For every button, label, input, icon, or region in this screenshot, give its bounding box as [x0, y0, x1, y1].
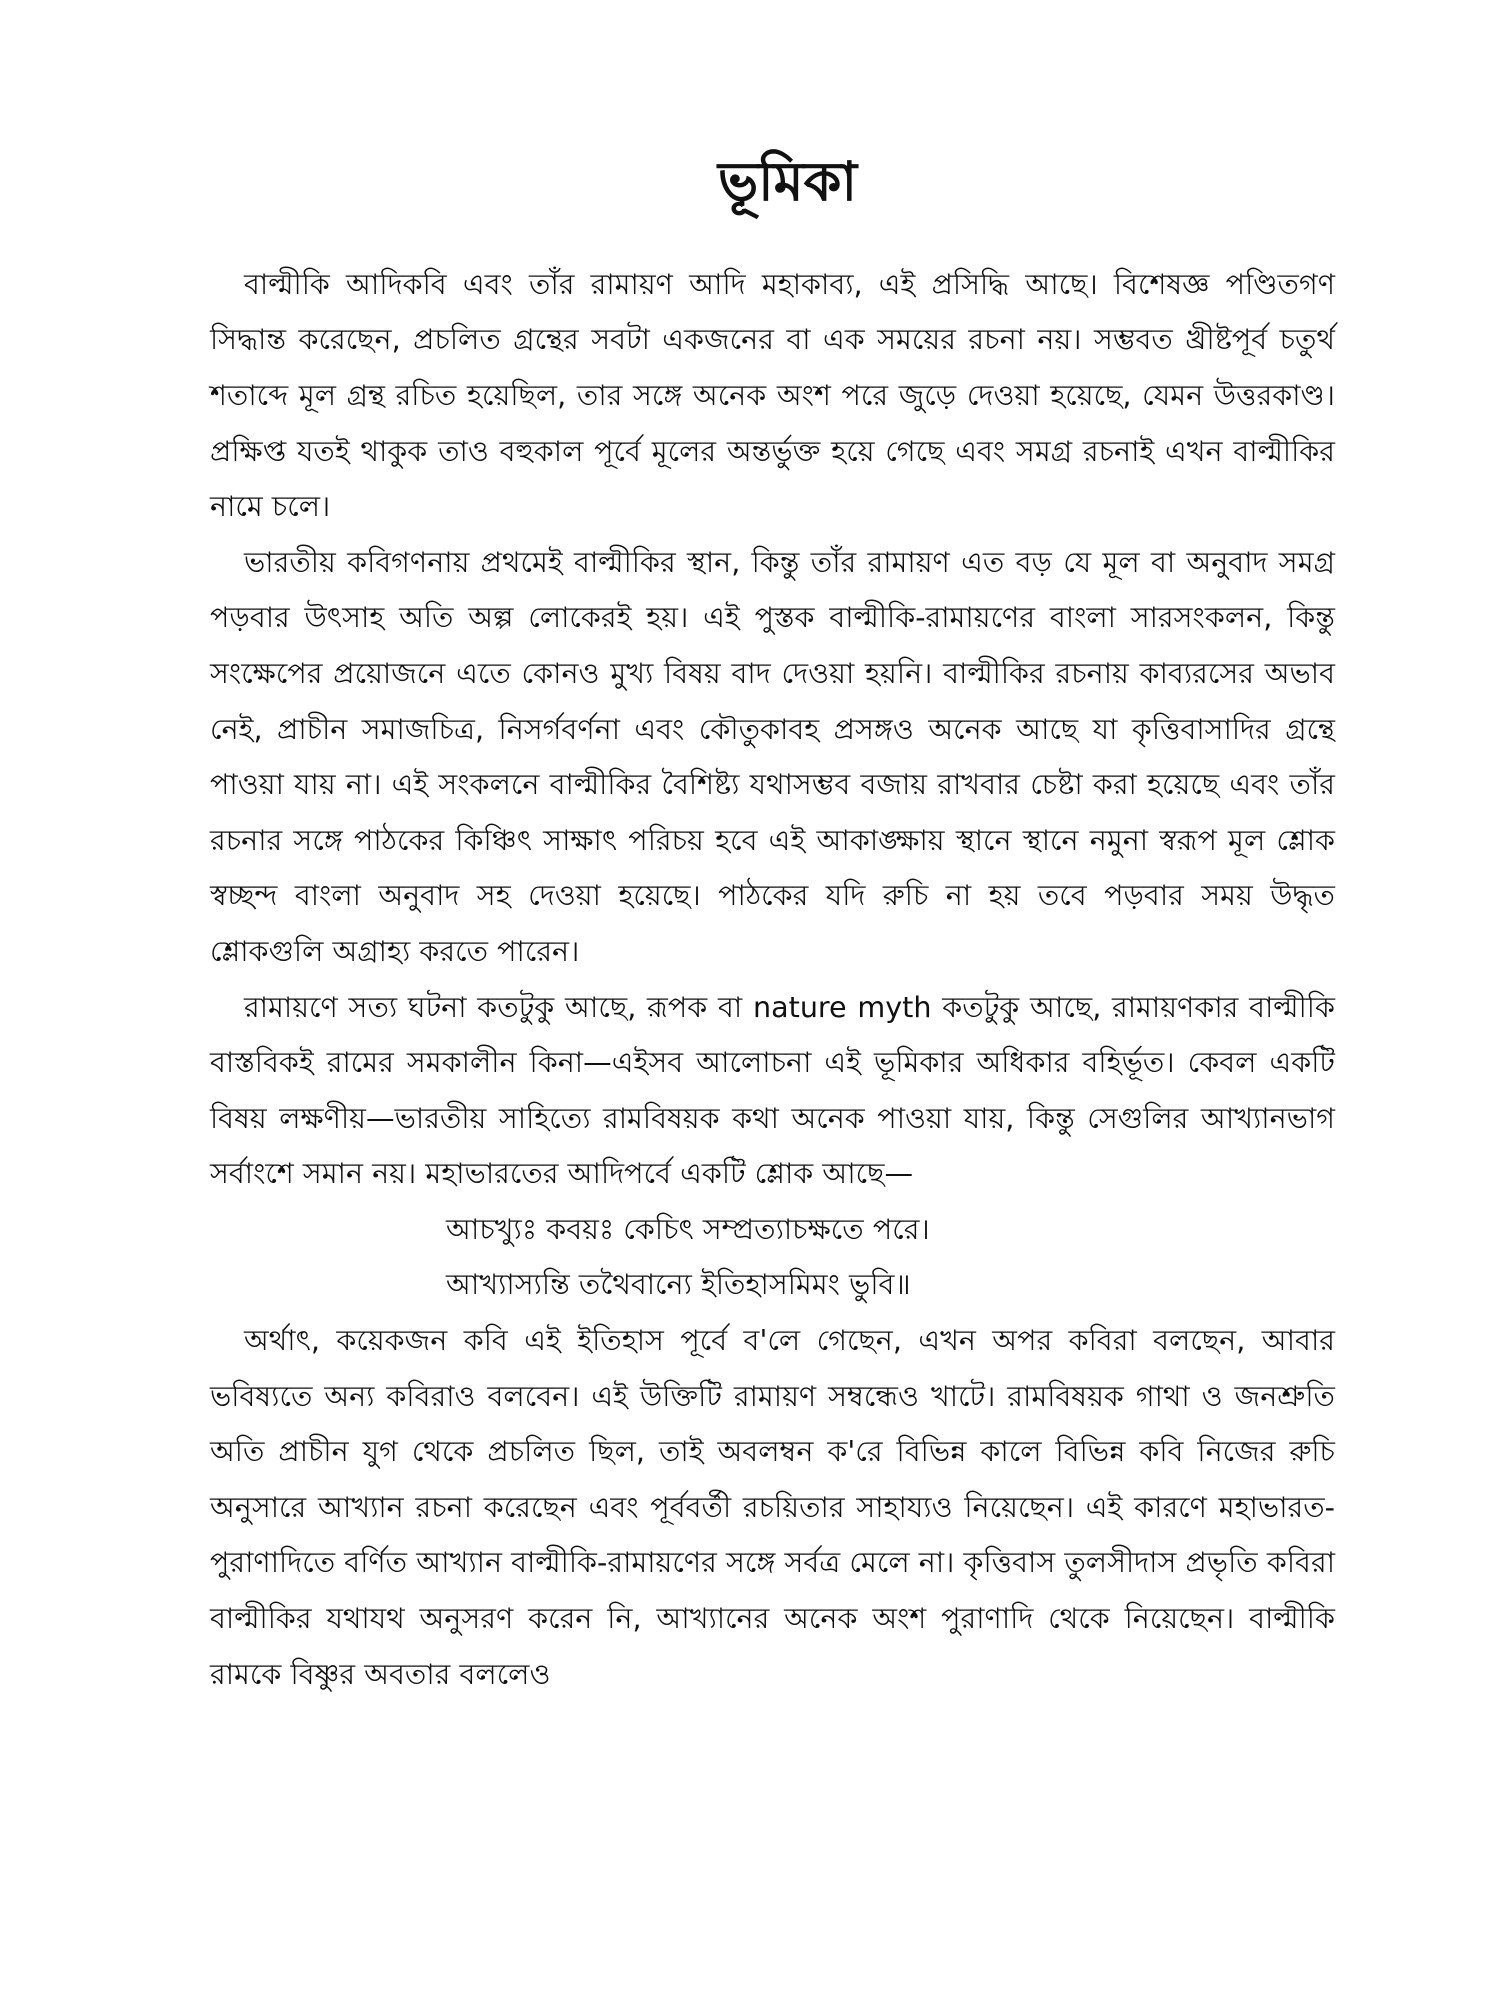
paragraph-intro: বাল্মীকি আদিকবি এবং তাঁর রামায়ণ আদি মহাকাব্য, এই প্রসিদ্ধি আছে। বিশেষজ্ঞ পণ্ডিতগণ সিদ্ধান্ত করেছেন, প্রচলিত গ্রন্থের সবটা একজনের বা এক সময়ের রচনা নয়। সম্ভবত খ্রীষ্টপূর্ব চতুর্থ শতাব্দে মূল গ্রন্থ রচিত হয়েছিল, তার সঙ্গে অনেক অংশ পরে জুড়ে দেওয়া হয়েছে, যেমন উত্তরকাণ্ড। প্রক্ষিপ্ত যতই থাকুক তাও বহুকাল পূর্বে মূলের অন্তর্ভুক্ত হয়ে গেছে এবং সমগ্র রচনাই এখন বাল্মীকির নামে চলে। [210, 266, 1335, 524]
verse-line: আচখ্যুঃ কবয়ঃ কেচিৎ সম্প্রত্যাচক্ষতে পরে। [446, 1211, 930, 1246]
paragraph-closing: অর্থাৎ, কয়েকজন কবি এই ইতিহাস পূর্বে ব'লে গেছেন, এখন অপর কবিরা বলছেন, আবার ভবিষ্যতে অন্য কবিরাও বলবেন। এই উক্তিটি রামায়ণ সম্বন্ধেও খাটে। রামবিষয়ক গাথা ও জনশ্রুতি অতি প্রাচীন যুগ থেকে প্রচলিত ছিল, তাই অবলম্বন ক'রে বিভিন্ন কালে বিভিন্ন কবি নিজের রুচি অনুসারে আখ্যান রচনা করেছেন এবং পূর্ববর্তী রচয়িতার সাহায্যও নিয়েছেন। এই কারণে মহাভারত-পুরাণাদিতে বর্ণিত আখ্যান বাল্মীকি-রামায়ণের সঙ্গে সর্বত্র মেলে না। কৃত্তিবাস তুলসীদাস প্রভৃতি কবিরা বাল্মীকির যথাযথ অনুসরণ করেন নি, আখ্যানের অনেক অংশ পুরাণাদি থেকে নিয়েছেন। বাল্মীকি রামকে বিষ্ণুর অবতার বললেও [210, 1323, 1335, 1691]
paragraph-mahabharata-sloka: রামায়ণে সত্য ঘটনা কতটুকু আছে, রূপক বা nature myth কতটুকু আছে, রামায়ণকার বাল্মীকি বাস্তবিকই রামের সমকালীন কিনা—এইসব আলোচনা এই ভূমিকার অধিকার বহির্ভূত। কেবল একটি বিষয় লক্ষণীয়—ভারতীয় সাহিত্যে রামবিষয়ক কথা অনেক পাওয়া যায়, কিন্তু সেগুলির আখ্যানভাগ সর্বাংশে সমান নয়। মহাভারতের আদিপর্বে একটি শ্লোক আছে— [210, 989, 1335, 1191]
paragraph-indian-poets: ভারতীয় কবিগণনায় প্রথমেই বাল্মীকির স্থান, কিন্তু তাঁর রামায়ণ এত বড় যে মূল বা অনুবাদ সমগ্র পড়বার উৎসাহ অতি অল্প লোকেরই হয়। এই পুস্তক বাল্মীকি-রামায়ণের বাংলা সারসংকলন, কিন্তু সংক্ষেপের প্রয়োজনে এতে কোনও মুখ্য বিষয় বাদ দেওয়া হয়নি। বাল্মীকির রচনায় কাব্যরসের অভাব নেই, প্রাচীন সমাজচিত্র, নিসর্গবর্ণনা এবং কৌতুকাবহ প্রসঙ্গও অনেক আছে যা কৃত্তিবাসাদির গ্রন্থে পাওয়া যায় না। এই সংকলনে বাল্মীকির বৈশিষ্ট্য যথাসম্ভব বজায় রাখবার চেষ্টা করা হয়েছে এবং তাঁর রচনার সঙ্গে পাঠকের কিঞ্চিৎ সাক্ষাৎ পরিচয় হবে এই আকাঙ্ক্ষায় স্থানে স্থানে নমুনা স্বরূপ মূল শ্লোক স্বচ্ছন্দ বাংলা অনুবাদ সহ দেওয়া হয়েছে। পাঠকের যদি রুচি না হয় তবে পড়বার সময় উদ্ধৃত শ্লোকগুলি অগ্রাহ্য করতে পারেন। [210, 544, 1335, 968]
sloka-verse [210, 1202, 1335, 1313]
verse-line: আখ্যাস্যন্তি তথৈবান্যে ইতিহাসমিমং ভুবি॥ [446, 1267, 911, 1302]
page-title: ভূমিকা [717, 150, 858, 213]
